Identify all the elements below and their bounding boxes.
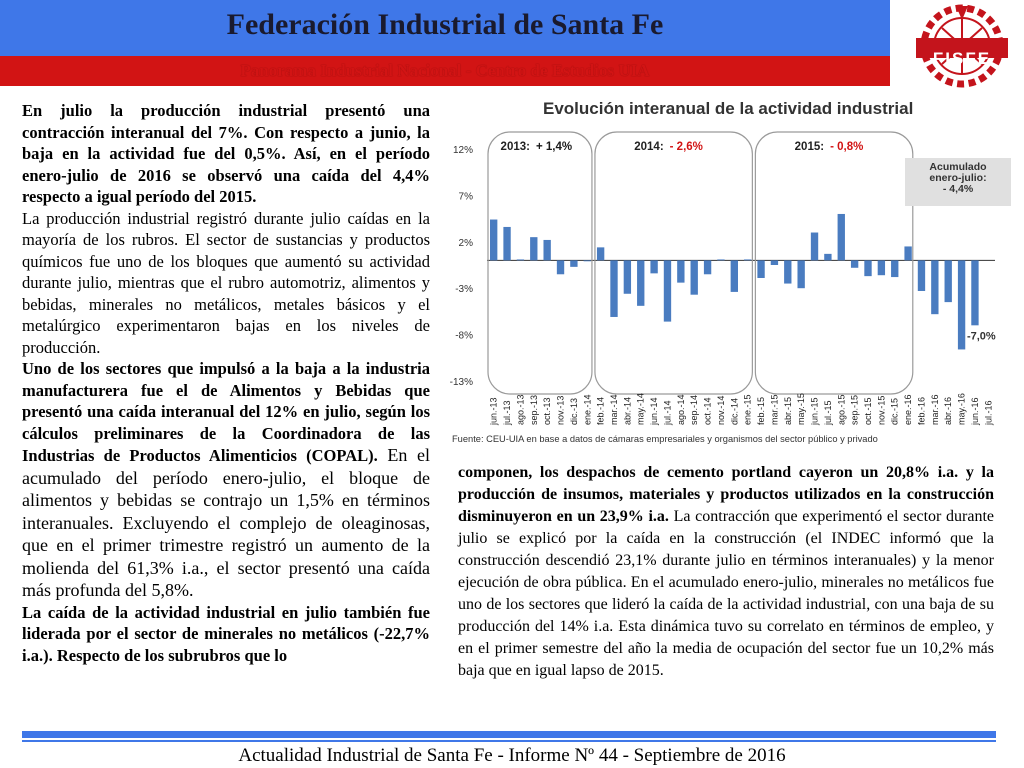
bar-feb.-14 xyxy=(597,247,604,260)
bar-dic.-13 xyxy=(570,260,577,266)
period-group-box xyxy=(755,132,912,394)
x-tick-label: ago.-15 xyxy=(836,394,847,425)
x-tick-label: ene.-15 xyxy=(742,394,753,425)
page-subtitle: Panorama Industrial Nacional - Centro de Estudios UIA xyxy=(240,61,650,80)
x-tick-label: nov.-13 xyxy=(555,395,566,425)
x-tick-label: feb.-15 xyxy=(756,396,767,425)
x-tick-label: jun.-15 xyxy=(809,397,820,425)
bar-ago.-14 xyxy=(677,260,684,282)
x-tick-label: ago.-14 xyxy=(675,394,686,425)
x-tick-label: jun.-14 xyxy=(649,397,660,425)
x-tick-label: may.-15 xyxy=(796,393,807,425)
y-tick-label: 7% xyxy=(458,191,473,203)
period-group-box xyxy=(595,132,752,394)
bar-nov.-13 xyxy=(557,260,564,274)
bar-abr.-15 xyxy=(784,260,791,283)
bar-nov.-15 xyxy=(878,260,885,275)
period-group-label: 2013: xyxy=(500,141,530,153)
y-tick-label: -8% xyxy=(455,330,473,342)
x-tick-label: jul.-13 xyxy=(502,400,513,425)
x-tick-label: oct.-14 xyxy=(702,397,713,425)
bar-may.-16 xyxy=(958,260,965,349)
bar-jun.-13 xyxy=(490,220,497,261)
x-tick-label: oct.-15 xyxy=(863,397,873,425)
footer-rule-thin xyxy=(22,740,996,742)
x-tick-label: dic.-14 xyxy=(729,397,740,425)
cumulative-value: - 4,4% xyxy=(942,183,974,195)
bar-jun.-14 xyxy=(650,260,657,273)
x-tick-label: jul.-14 xyxy=(662,400,673,425)
bar-oct.-14 xyxy=(704,260,711,274)
cumulative-label-1: Acumulado xyxy=(929,161,987,173)
last-value-label: -7,0% xyxy=(966,330,996,343)
bar-mar.-15 xyxy=(771,260,778,265)
bar-oct.-15 xyxy=(864,260,871,276)
period-group-value: - 2,6% xyxy=(669,141,703,153)
cumulative-label-2: enero-julio: xyxy=(929,172,987,184)
period-group-label: 2014: xyxy=(634,141,664,153)
right-paragraph-1-bold: componen, los despachos de cemento portland cayeron un 20,8% i.a. y la producción de insumos, materiales y productos utilizados en la construcción disminuyeron en un 23,9% i.a. xyxy=(458,464,994,525)
x-tick-label: jun.-16 xyxy=(969,397,980,425)
x-tick-label: feb.-14 xyxy=(595,396,606,425)
x-tick-label: ene.-16 xyxy=(903,394,914,425)
x-tick-label: jul.-16 xyxy=(983,400,994,425)
bar-may.-15 xyxy=(797,260,804,288)
logo-text: FISFE xyxy=(932,49,992,68)
bar-nov.-14 xyxy=(717,259,724,260)
x-tick-label: abr.-14 xyxy=(622,396,633,425)
period-group-value: - 0,8% xyxy=(830,141,864,153)
x-tick-label: sep.-13 xyxy=(528,394,539,425)
bar-dic.-15 xyxy=(891,260,898,277)
bar-ene.-15 xyxy=(744,259,751,260)
bar-abr.-16 xyxy=(945,260,952,302)
y-tick-label: -3% xyxy=(455,284,473,296)
bar-oct.-13 xyxy=(543,240,550,260)
bar-ene.-16 xyxy=(904,246,911,260)
x-tick-label: jun.-13 xyxy=(488,397,499,425)
x-tick-label: mar.-14 xyxy=(609,394,619,425)
x-tick-label: sep.-14 xyxy=(689,394,700,425)
right-column xyxy=(458,462,994,682)
left-paragraph-1: En julio la producción industrial presentó una contracción interanual del 7%. Con respecto a junio, la baja en la actividad fue del 0,5%. Así, en el período enero-julio de 2016 se observó una caída del 4,4% respecto a igual período del 2015. xyxy=(22,101,430,206)
bar-jul.-13 xyxy=(503,227,510,260)
y-tick-label: 12% xyxy=(452,145,473,156)
bar-ago.-13 xyxy=(517,259,524,260)
x-tick-label: dic.-15 xyxy=(889,397,900,425)
x-tick-label: abr.-15 xyxy=(782,396,793,425)
right-paragraph-1-rest: La contracción que experimentó el sector durante julio se explicó por la caída en la construcción (el INDEC informó que la construcción descendió 23,1% durante julio en términos interanuales) y la menor ejecución de obra pública. En el acumulado enero-julio, minerales no metálicos fue uno de los sectores que lideró la caída de la actividad industrial, con una baja de su producción del 14% i.a. Esta dinámica tuvo su correlato en términos de empleo, y en el primer semestre del año la media de ocupación del sector fue un 10,2% más baja que en igual lapso de 2015. xyxy=(458,508,995,679)
right-paragraph-1 xyxy=(458,462,994,682)
chart-title: Evolución interanual de la actividad industrial xyxy=(543,99,914,118)
bar-abr.-14 xyxy=(624,260,631,293)
bar-jun.-16 xyxy=(971,260,978,325)
x-tick-label: nov.-14 xyxy=(715,395,726,425)
x-tick-label: ago.-13 xyxy=(515,394,526,425)
period-group-label: 2015: xyxy=(794,141,825,153)
activity-chart xyxy=(447,92,1017,452)
bar-sep.-15 xyxy=(851,260,858,267)
bar-jul.-15 xyxy=(824,254,831,260)
bar-mar.-14 xyxy=(610,260,617,317)
x-tick-label: may.-16 xyxy=(956,393,967,425)
x-tick-label: oct.-13 xyxy=(542,397,553,425)
y-tick-label: -13% xyxy=(449,377,473,388)
y-tick-label: 2% xyxy=(458,237,473,249)
bar-ago.-15 xyxy=(838,214,845,260)
period-group-value: + 1,4% xyxy=(535,141,573,153)
bar-sep.-14 xyxy=(691,260,698,294)
x-tick-label: abr.-16 xyxy=(943,396,954,425)
left-paragraph-3-rest: En el acumulado del período enero-julio, el bloque de alimentos y bebidas se contrajo un 1,5% en términos interanuales. Excluyendo el complejo de oleaginosas, que en el primer trimestre registró un aumento de la molienda del 61,3% i.a., el sector presentó una caída más profunda del 5,8%. xyxy=(22,445,430,600)
bar-jun.-15 xyxy=(811,233,818,261)
x-tick-label: feb.-16 xyxy=(916,396,927,425)
page-title: Federación Industrial de Santa Fe xyxy=(226,8,664,41)
x-tick-label: sep.-15 xyxy=(849,394,860,425)
page-footer: Actualidad Industrial de Santa Fe - Informe Nº 44 - Septiembre de 2016 xyxy=(238,745,786,766)
bar-feb.-16 xyxy=(918,260,925,291)
bar-mar.-16 xyxy=(931,260,938,314)
fisfe-logo xyxy=(900,2,1024,90)
x-tick-label: mar.-15 xyxy=(769,394,780,425)
x-tick-label: dic.-13 xyxy=(568,397,579,425)
left-paragraph-3 xyxy=(22,358,430,602)
bar-sep.-13 xyxy=(530,237,537,260)
x-tick-label: nov.-15 xyxy=(876,395,887,425)
left-paragraph-3-bold: Uno de los sectores que impulsó a la baja a la industria manufacturera fue el de Alimentos y Bebidas que presentó una caída interanual del 12% en julio, según los cálculos preliminares de la Coordinadora de las Industrias de Productos Alimenticios (COPAL). xyxy=(22,359,430,465)
bar-feb.-15 xyxy=(757,260,764,278)
left-paragraph-2: La producción industrial registró durante julio caídas en la mayoría de los rubros. El sector de sustancias y productos químicos fue uno de los bloques que aumentó su actividad durante julio, mientras que el rubro automotriz, alimentos y bebidas, minerales no metálicos, metales básicos y el metalúrgico experimentaron bajas en los niveles de producción. xyxy=(22,208,430,357)
chart-source: Fuente: CEU-UIA en base a datos de cámaras empresariales y organismos del sector público y privado xyxy=(452,434,878,444)
left-column xyxy=(22,100,430,666)
x-tick-label: may.-14 xyxy=(635,393,646,425)
x-tick-label: jul.-15 xyxy=(822,400,833,425)
left-paragraph-4: La caída de la actividad industrial en julio también fue liderada por el sector de minerales no metálicos (-22,7% i.a.). Respecto de los subrubros que lo xyxy=(22,602,430,665)
bar-dic.-14 xyxy=(731,260,738,292)
bar-may.-14 xyxy=(637,260,644,305)
x-tick-label: ene.-14 xyxy=(582,394,593,425)
bar-jul.-14 xyxy=(664,260,671,321)
x-tick-label: mar.-16 xyxy=(929,394,940,425)
bar-ene.-14 xyxy=(584,260,591,261)
footer-rule-thick xyxy=(22,731,996,738)
